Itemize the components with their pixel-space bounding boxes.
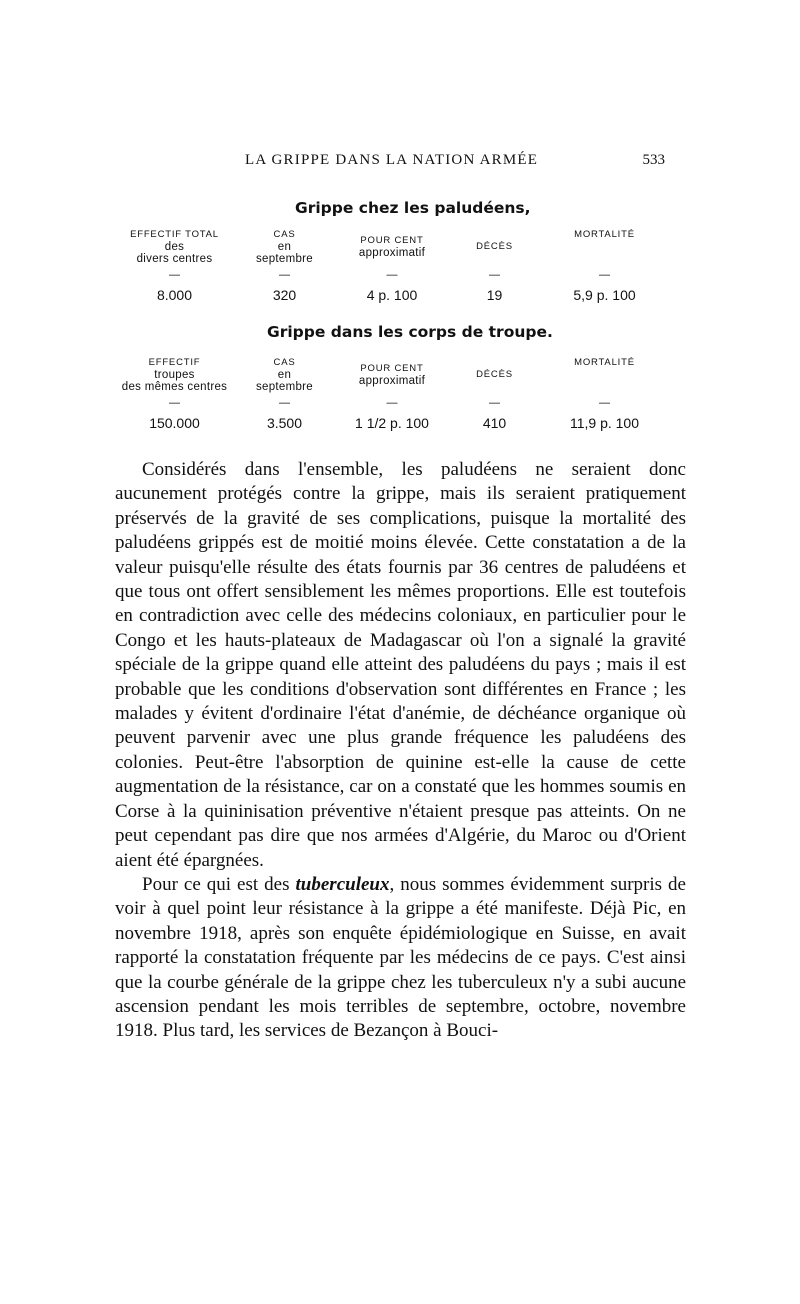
cell-pour-cent: 1 1/2 p. 100 [355,415,429,431]
header-line: CAS [273,229,296,240]
paragraph-paludeens: Considérés dans l'ensemble, les paludéens ne seraient donc aucunement protégés contre la grippe, mais ils seraient pratiquement préservés de la gravité de ses complications, puisque la mortalité des paludéens grippés est de moitié moins élevée. Cette constatation a de la valeur puisqu'elle résulte des états fournis par 36 centres de paludéens et que tous ont offert sensiblement les mêmes proportions. Elle est toutefois en contradiction avec celle des médecins coloniaux, en particulier pour le Congo et les hauts-plateaux de Madagascar où l'on a signalé la gravité spéciale de la grippe quand elle atteint des paludéens du pays ; mais il est probable que les conditions d'observation sont différentes en France ; les malades y évitent d'ordinaire l'état d'anémie, de déchéance organique où peuvent parvenir avec une plus grande fréquence les paludéens des colonies. Peut-être l'absorption de quinine est-elle la cause de cette augmentation de la résistance, car on a constaté que les hommes soumis en Corse à la quininisation préventive n'étaient presque pas atteints. On ne peut cependant pas dire que nos armées d'Algérie, du Maroc ou d'Orient aient été épargnées. [115,459,686,871]
table-corps-de-troupe [112,357,672,433]
page-number: 533 [642,152,665,168]
header-line: des [164,241,185,253]
cell-mortalite: 5,9 p. 100 [573,287,636,303]
table-title-paludeens: Grippe chez les paludéens, [295,199,531,217]
column-header-deces [452,229,537,265]
cell-effectif: 150.000 [149,415,200,431]
header-line: troupes [154,369,195,381]
header-line: POUR CENT [360,363,424,374]
dash-cell: — [489,269,500,281]
table-row [112,285,672,305]
column-header-deces [452,357,537,393]
dash-row [112,265,672,285]
paragraph-text: , nous sommes évidemment surpris de voir à quel point leur résistance à la grippe a été manifeste. Déjà Pic, en novembre 1918, après son enquête épidémiologique en Suisse, en avait rapporté la constatation fréquente par les médecins de ce pays. C'est ainsi que la courbe générale de la grippe chez les tuberculeux n'y a subi aucune ascension pendant les mois terribles de septembre, octobre, novembre 1918. Plus tard, les services de Bezançon à Bouci- [115,873,686,1042]
header-line: MORTALITÉ [574,357,635,368]
header-line: DÉCÈS [476,369,513,380]
column-header-mortalite [537,229,672,265]
cell-effectif: 8.000 [156,287,193,303]
dash-cell: — [386,269,398,281]
column-header-cas [237,229,332,265]
emphasis-tuberculeux: tuberculeux [295,873,390,895]
dash-cell: — [599,269,610,281]
dash-cell: — [489,397,500,409]
dash-cell: — [279,397,290,409]
dash-cell: — [599,397,610,409]
header-line: approximatif [358,375,426,387]
header-line: MORTALITÉ [574,229,635,240]
header-line: EFFECTIF TOTAL [130,229,219,240]
header-line: approximatif [358,247,426,259]
table-header-row [112,229,672,265]
header-line: en [277,369,292,381]
column-header-pour-cent [332,357,452,393]
header-line: POUR CENT [360,235,424,246]
header-line: divers centres [136,253,213,265]
cell-deces: 19 [486,287,503,303]
cell-pour-cent: 4 p. 100 [366,287,418,303]
column-header-effectif [112,229,237,265]
cell-cas: 3.500 [266,415,303,431]
dash-row [112,393,672,413]
cell-mortalite: 11,9 p. 100 [569,415,640,431]
header-line: CAS [273,357,296,368]
dash-cell: — [279,269,290,281]
cell-deces: 410 [482,415,507,431]
header-line: des mêmes centres [121,381,228,393]
table-paludeens [112,229,672,305]
paragraph-text: Pour ce qui est des [142,873,296,895]
dash-cell: — [169,269,180,281]
column-header-cas [237,357,332,393]
dash-cell: — [386,397,398,409]
header-line: en [277,241,292,253]
body-text [115,458,686,1044]
cell-cas: 320 [272,287,297,303]
dash-cell: — [169,397,180,409]
column-header-pour-cent [332,229,452,265]
table-header-row [112,357,672,393]
running-title: LA GRIPPE DANS LA NATION ARMÉE [245,152,539,168]
table-title-corps-de-troupe: Grippe dans les corps de troupe. [267,323,553,341]
paragraph-tuberculeux [115,873,686,1044]
header-line: DÉCÈS [476,241,513,252]
column-header-mortalite [537,357,672,393]
header-line: septembre [255,381,314,393]
running-header [245,152,665,172]
column-header-effectif [112,357,237,393]
table-row [112,413,672,433]
header-line: EFFECTIF [148,357,201,368]
header-line: septembre [255,253,314,265]
